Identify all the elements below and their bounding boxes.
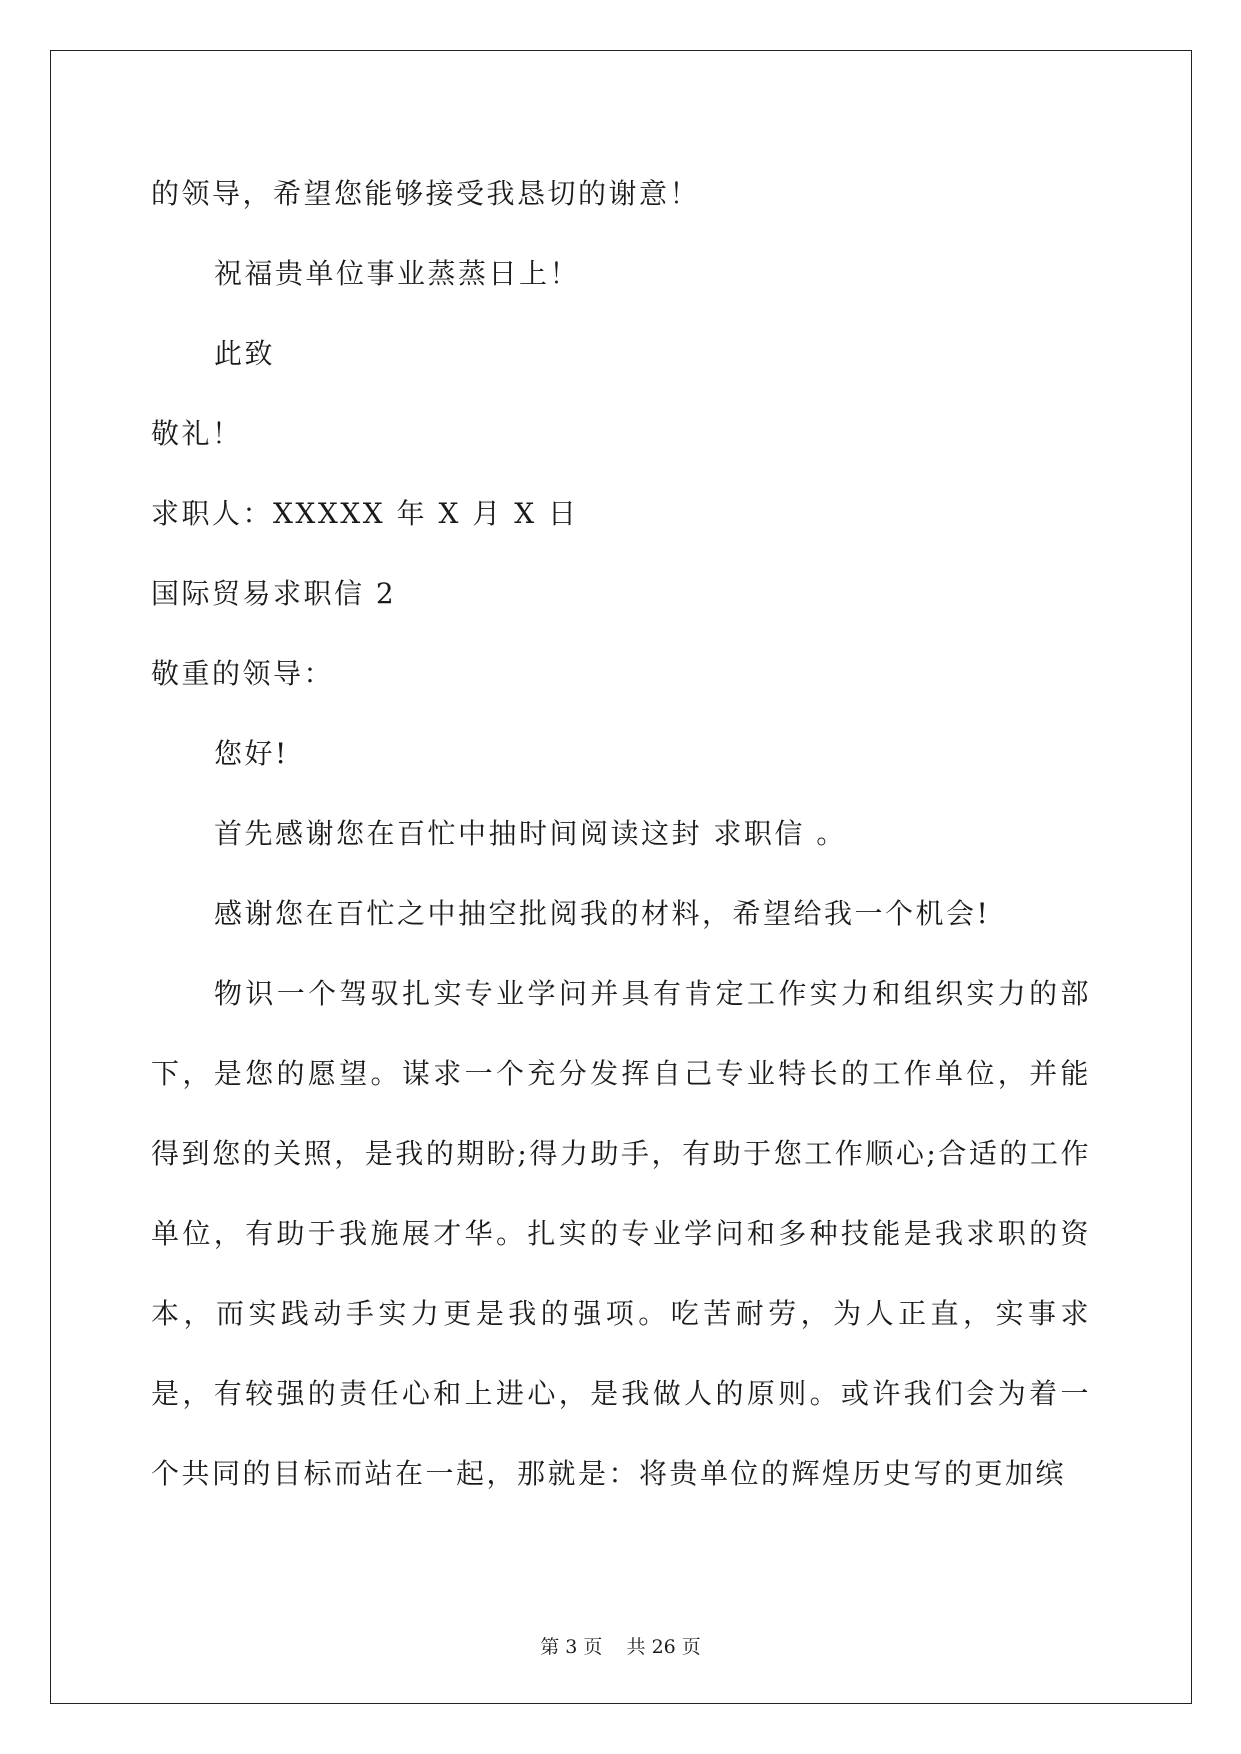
paragraph: 您好! xyxy=(214,737,289,770)
long-paragraph: 物识一个驾驭扎实专业学问并具有肯定工作实力和组织实力的部下，是您的愿望。谋求一个充分发挥自己专业特长的工作单位，并能得到您的关照，是我的期盼;得力助手，有助于您工作顺心;合适的工作单位，有助于我施展才华。扎实的专业学问和多种技能是我求职的资本，而实践动手实力更是我的强项。吃苦耐劳，为人正直，实事求是，有较强的责任心和上进心，是我做人的原则。或许我们会为着一个共同的目标而站在一起，那就是：将贵单位的辉煌历史写的更加缤 xyxy=(151,977,1091,1490)
paragraph: 敬礼！ xyxy=(151,417,243,450)
paragraph: 首先感谢您在百忙中抽时间阅读这封 求职信 。 xyxy=(214,817,847,850)
letter-title: 国际贸易求职信 2 xyxy=(151,577,397,610)
page-number: 第 3 页 xyxy=(540,1636,603,1658)
paragraph: 感谢您在百忙之中抽空批阅我的材料，希望给我一个机会! xyxy=(214,897,991,930)
page-total: 共 26 页 xyxy=(626,1636,701,1658)
page-footer xyxy=(0,1632,1241,1659)
paragraph: 求职人：XXXXX 年 X 月 X 日 xyxy=(151,497,579,530)
salutation: 敬重的领导： xyxy=(151,657,335,690)
document-body xyxy=(151,154,1091,1514)
paragraph: 的领导，希望您能够接受我恳切的谢意！ xyxy=(151,177,701,210)
paragraph: 此致 xyxy=(214,337,276,370)
paragraph: 祝福贵单位事业蒸蒸日上！ xyxy=(214,257,581,290)
